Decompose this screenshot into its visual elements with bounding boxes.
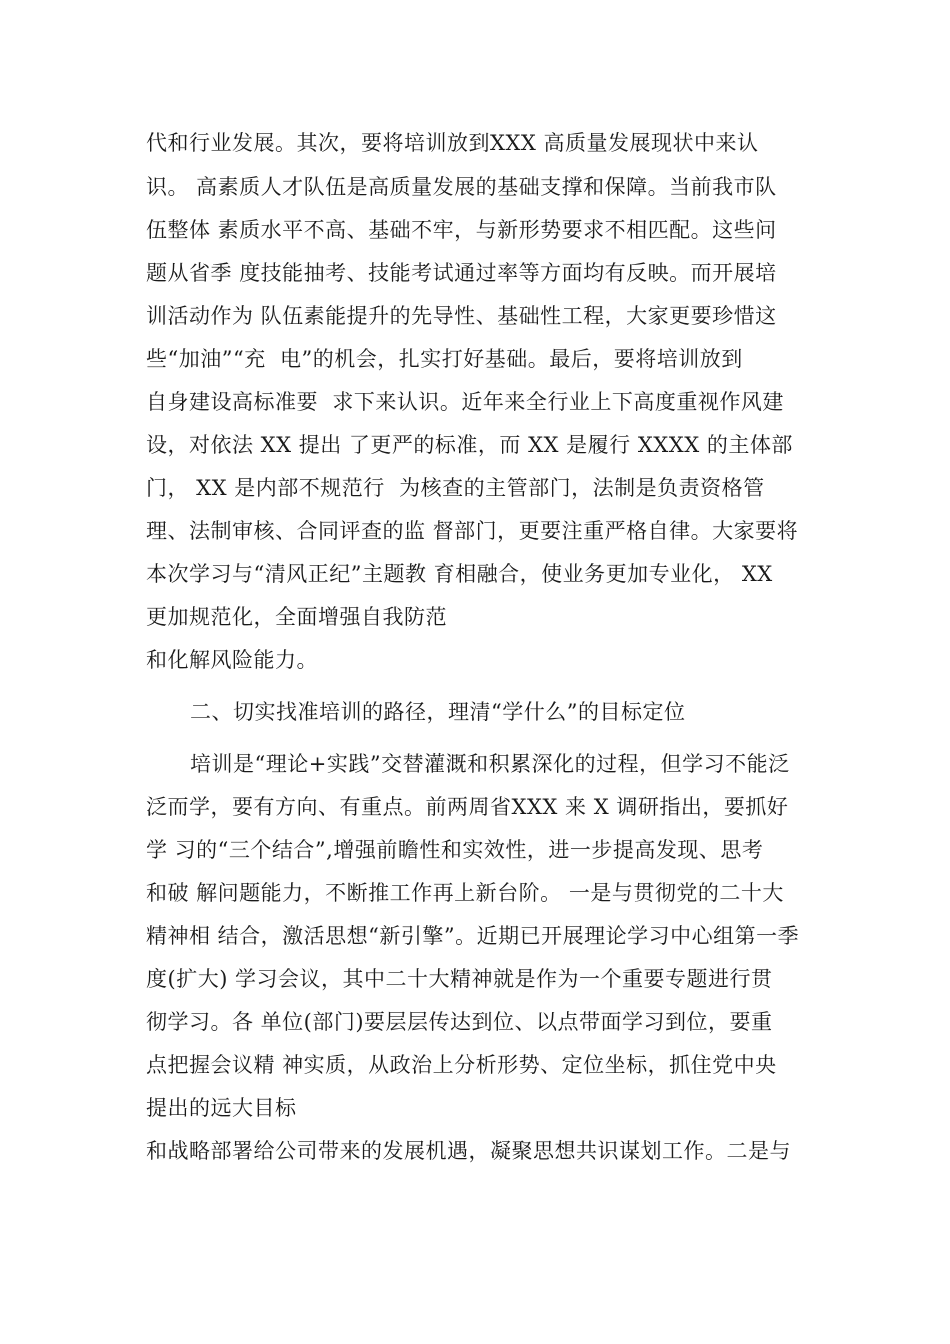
body-line: 识。 高素质人才队伍是高质量发展的基础支撑和保障。当前我市队 [146, 175, 777, 199]
body-line: 自身建设高标准要 求下来认识。近年来全行业上下高度重视作风建 [146, 390, 784, 414]
body-line: 更加规范化，全面增强自我防范 [146, 605, 447, 629]
body-line: 泛而学，要有方向、有重点。前两周省XXX 来 X 调研指出，要抓好 [146, 795, 789, 819]
body-line: 和化解风险能力。 [146, 648, 318, 672]
body-line: 度(扩大) 学习会议，其中二十大精神就是作为一个重要专题进行贯 [146, 967, 773, 991]
body-line: 伍整体 素质水平不高、基础不牢，与新形势要求不相匹配。这些问 [146, 218, 777, 242]
body-line: 和战略部署给公司带来的发展机遇，凝聚思想共识谋划工作。二是与 [146, 1139, 791, 1163]
body-line: 训活动作为 队伍素能提升的先导性、基础性工程，大家更要珍惜这 [146, 304, 777, 328]
body-line: 门， XX 是内部不规范行 为核查的主管部门，法制是负责资格管 [146, 476, 765, 500]
body-line: 理、法制审核、合同评查的监 督部门，更要注重严格自律。大家要将 [146, 519, 799, 543]
body-line: 彻学习。各 单位(部门)要层层传达到位、以点带面学习到位，要重 [146, 1010, 773, 1034]
body-line: 些“加油”“充 电”的机会，扎实打好基础。最后，要将培训放到 [146, 347, 743, 371]
body-line: 题从省季 度技能抽考、技能考试通过率等方面均有反映。而开展培 [146, 261, 777, 285]
body-line: 精神相 结合，激活思想“新引擎”。近期已开展理论学习中心组第一季 [146, 924, 800, 948]
body-line: 设，对依法 XX 提出 了更严的标准，而 XX 是履行 XXXX 的主体部 [146, 433, 793, 457]
body-line: 培训是“理论+实践”交替灌溉和积累深化的过程，但学习不能泛 [190, 752, 790, 776]
body-line: 提出的远大目标 [146, 1096, 297, 1120]
body-line: 学 习的“三个结合”,增强前瞻性和实效性，进一步提高发现、思考 [146, 838, 764, 862]
body-line: 本次学习与“清风正纪”主题教 育相融合，使业务更加专业化， XX [146, 562, 773, 586]
body-line: 代和行业发展。其次，要将培训放到XXX 高质量发展现状中来认 [146, 131, 759, 155]
body-line: 点把握会议精 神实质，从政治上分析形势、定位坐标，抓住党中央 [146, 1053, 777, 1077]
section-heading: 二、切实找准培训的路径，理清“学什么”的目标定位 [190, 700, 686, 724]
body-line: 和破 解问题能力，不断推工作再上新台阶。 一是与贯彻党的二十大 [146, 881, 784, 905]
